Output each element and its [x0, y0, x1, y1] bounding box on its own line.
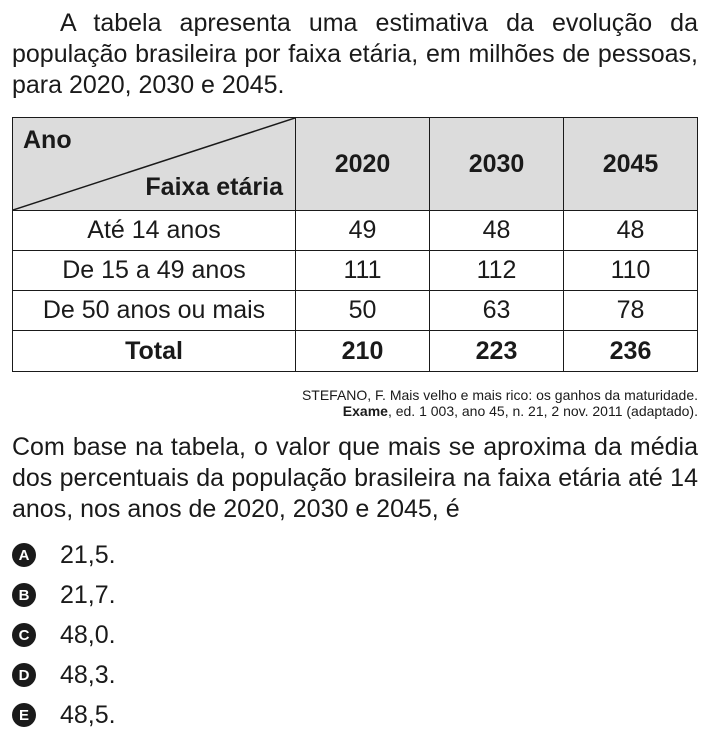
table-total-row — [13, 331, 698, 372]
option-text: 21,7. — [60, 580, 116, 609]
table-cell: 48 — [564, 211, 698, 251]
table-row — [13, 291, 698, 331]
option-letter-a: A — [12, 543, 36, 567]
table-cell: 110 — [564, 251, 698, 291]
source-details: , ed. 1 003, ano 45, n. 21, 2 nov. 2011 (adaptado). — [387, 403, 698, 419]
intro-paragraph: A tabela apresenta uma estimativa da evolução da população brasileira por faixa etária, em milhões de pessoas, para 2020, 2030 e 2045. — [12, 9, 698, 99]
table-cell: 48 — [430, 211, 564, 251]
option-text: 48,0. — [60, 620, 116, 649]
table-row — [13, 211, 698, 251]
table-header-row — [13, 118, 698, 211]
option-text: 48,5. — [60, 700, 116, 729]
table-cell: 78 — [564, 291, 698, 331]
table-row — [13, 251, 698, 291]
option-a[interactable] — [12, 535, 116, 575]
option-letter-e: E — [12, 703, 36, 727]
row-label: De 15 a 49 anos — [13, 251, 296, 291]
option-c[interactable] — [12, 615, 116, 655]
population-table — [12, 117, 698, 372]
header-year-2020: 2020 — [296, 118, 430, 211]
table-cell: 49 — [296, 211, 430, 251]
option-d[interactable] — [12, 655, 116, 695]
source-citation — [302, 387, 698, 419]
table-cell: 112 — [430, 251, 564, 291]
total-label: Total — [13, 331, 296, 372]
table-cell: 111 — [296, 251, 430, 291]
row-label: Até 14 anos — [13, 211, 296, 251]
corner-label-age-group: Faixa etária — [145, 173, 283, 201]
total-cell: 210 — [296, 331, 430, 372]
header-year-2030: 2030 — [430, 118, 564, 211]
table-cell: 50 — [296, 291, 430, 331]
header-year-2045: 2045 — [564, 118, 698, 211]
option-text: 21,5. — [60, 540, 116, 569]
source-line-1: STEFANO, F. Mais velho e mais rico: os ganhos da maturidade. — [301, 387, 698, 403]
total-cell: 223 — [430, 331, 564, 372]
source-line-2 — [302, 403, 698, 419]
question-text: Com base na tabela, o valor que mais se aproxima da média dos percentuais da população brasileira na faixa etária até 14 anos, nos anos de 2020, 2030 e 2045, é — [12, 433, 698, 523]
option-letter-c: C — [12, 623, 36, 647]
option-b[interactable] — [12, 575, 116, 615]
option-e[interactable] — [12, 695, 116, 735]
option-letter-d: D — [12, 663, 36, 687]
total-cell: 236 — [564, 331, 698, 372]
row-label: De 50 anos ou mais — [13, 291, 296, 331]
source-publication: Exame — [342, 403, 388, 419]
option-text: 48,3. — [60, 660, 116, 689]
option-letter-b: B — [12, 583, 36, 607]
table-corner-cell — [13, 118, 296, 211]
answer-options — [12, 535, 116, 735]
table-cell: 63 — [430, 291, 564, 331]
corner-label-year: Ano — [23, 126, 72, 154]
